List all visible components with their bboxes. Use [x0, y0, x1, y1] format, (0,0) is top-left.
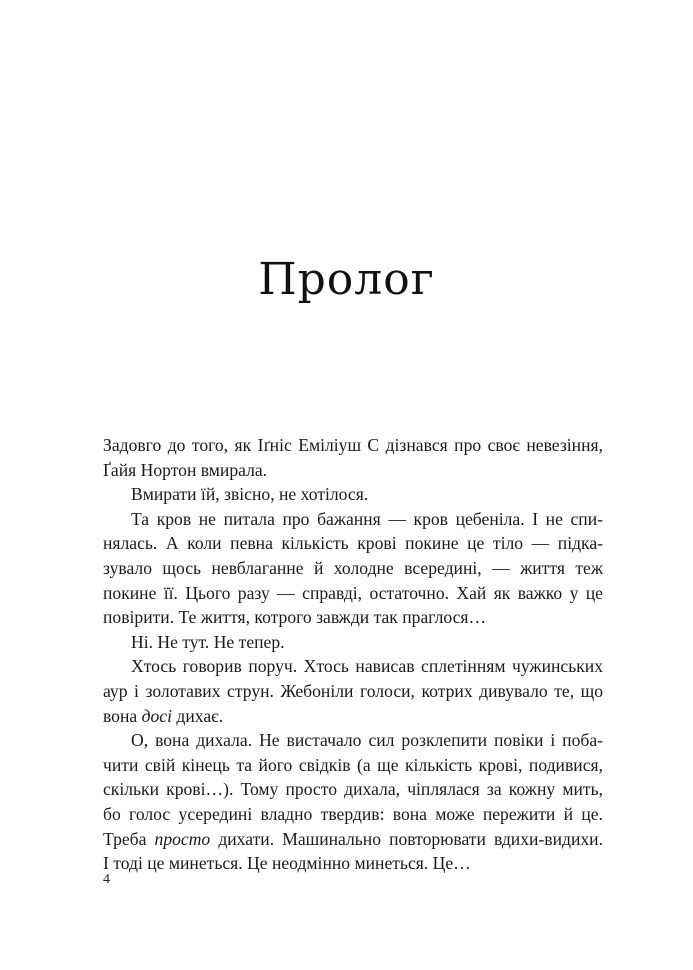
- paragraph-5: [103, 654, 603, 728]
- text-line: Вмирати їй, звісно, не хотілося.: [131, 484, 369, 505]
- text-line: повірити. Те життя, котрого завжди так праглося…: [103, 607, 487, 628]
- text-line: Хтось говорив поруч. Хтось нависав сплетінням чужинських: [131, 656, 603, 677]
- paragraph-6: [103, 728, 603, 876]
- text-line: Ні. Не тут. Не тепер.: [131, 631, 285, 652]
- text-run: дихати. Машинально повторювати вдихи-видихи.: [210, 828, 603, 849]
- text-line: І тоді це минеться. Це неодмінно минеться. Це…: [103, 853, 471, 874]
- text-line: О, вона дихала. Не вистачало сил розклепити повіки і поба-: [131, 730, 603, 751]
- text-line: покине її. Цього разу — справді, остаточно. Хай як важко у це: [103, 582, 603, 603]
- text-line: [103, 827, 603, 852]
- paragraph-2: [103, 482, 603, 507]
- page-number: 4: [103, 872, 110, 887]
- paragraph-1: [103, 433, 603, 482]
- text-line: нялась. А коли певна кількість крові покине це тіло — підка-: [103, 533, 603, 554]
- text-run: Треба: [103, 828, 155, 849]
- text-run: дихає.: [172, 705, 224, 726]
- paragraph-3: [103, 507, 603, 630]
- text-line: Задовго до того, як Іґніс Еміліуш С дізнався про своє невезіння,: [103, 435, 603, 455]
- emphasis: досі: [141, 705, 173, 726]
- text-line: скільки крові…). Тому просто дихала, чіплялася за кожну мить,: [103, 779, 603, 800]
- text-line: Та кров не питала про бажання — кров цебеніла. І не спи-: [131, 508, 603, 529]
- text-line: чити свій кінець та його свідків (а ще кількість крові, подивися,: [103, 754, 603, 775]
- emphasis: просто: [154, 828, 211, 849]
- text-line: Ґайя Нортон вмирала.: [103, 459, 268, 480]
- paragraph-4: [103, 630, 603, 655]
- chapter-body: [103, 433, 603, 876]
- text-line: аур і золотавих струн. Жебоніли голоси, котрих дивувало те, що: [103, 680, 603, 701]
- chapter-title: Пролог: [258, 254, 435, 306]
- text-run: вона: [103, 705, 142, 726]
- text-line: [103, 704, 603, 729]
- text-line: бо голос усередині владно твердив: вона може пережити й це.: [103, 803, 603, 824]
- text-line: зувало щось невблаганне й холодне всередині, — життя теж: [103, 557, 603, 578]
